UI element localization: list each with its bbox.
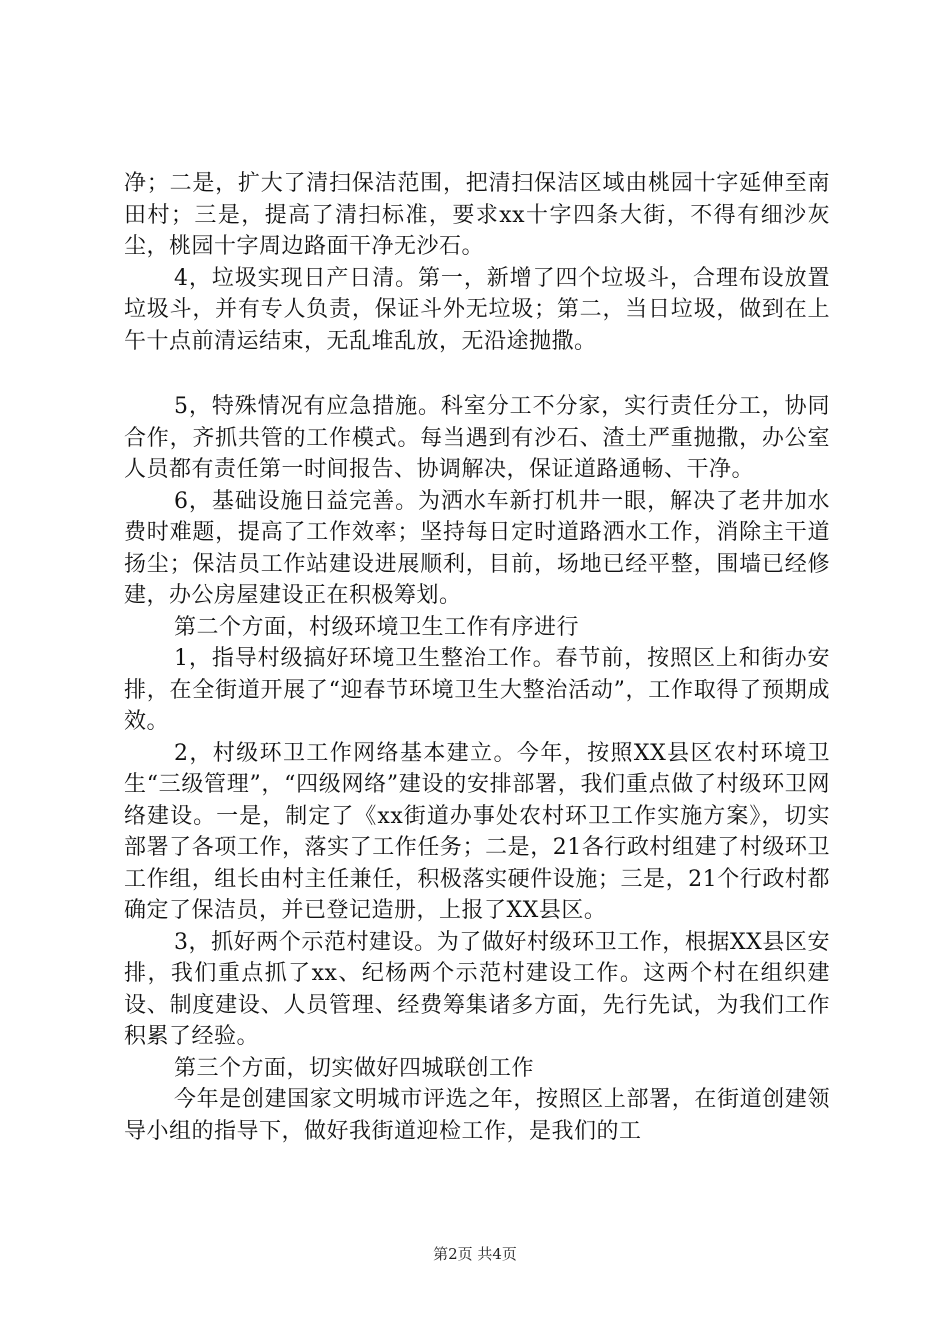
section-heading-3: 第三个方面，切实做好四城联创工作	[174, 1055, 535, 1081]
paragraph-section2-item-3: 3，抓好两个示范村建设。为了做好村级环卫工作，根据XX县区安排，我们重点抓了xx、纪杨两个示范村建设工作。这两个村在组织建设、制度建设、人员管理、经费筹集诸多方面，先行先试，为我们工作积累了经验。	[124, 929, 830, 1049]
paragraph-item-4: 4，垃圾实现日产日清。第一，新增了四个垃圾斗，合理布设放置垃圾斗，并有专人负责，保证斗外无垃圾；第二，当日垃圾，做到在上午十点前清运结束，无乱堆乱放，无沿途抛撒。	[124, 265, 830, 354]
page-footer: 第2页 共4页	[433, 1245, 517, 1263]
paragraph-section2-item-2: 2，村级环卫工作网络基本建立。今年，按照XX县区农村环境卫生“三级管理”，“四级网络”建设的安排部署，我们重点做了村级环卫网络建设。一是，制定了《xx街道办事处农村环卫工作实施方案》，切实部署了各项工作，落实了工作任务；二是，21各行政村组建了村级环卫工作组，组长由村主任兼任，积极落实硬件设施；三是，21个行政村都确定了保洁员，并已登记造册，上报了XX县区。	[124, 740, 830, 923]
paragraph-spacer	[124, 357, 830, 391]
paragraph-section3-intro: 今年是创建国家文明城市评选之年，按照区上部署，在街道创建领导小组的指导下，做好我街道迎检工作，是我们的工	[124, 1087, 830, 1144]
paragraph-continuation: 净；二是，扩大了清扫保洁范围，把清扫保洁区域由桃园十字延伸至南田村；三是，提高了清扫标准，要求xx十字四条大街，不得有细沙灰尘，桃园十字周边路面干净无沙石。	[124, 171, 830, 259]
document-body	[124, 168, 830, 1147]
paragraph-item-5: 5，特殊情况有应急措施。科室分工不分家，实行责任分工，协同合作，齐抓共管的工作模式。每当遇到有沙石、渣土严重抛撒，办公室人员都有责任第一时间报告、协调解决，保证道路通畅、干净。	[124, 394, 830, 482]
section-heading-2: 第二个方面，村级环境卫生工作有序进行	[174, 614, 580, 640]
paragraph-item-6: 6，基础设施日益完善。为洒水车新打机井一眼，解决了老井加水费时难题，提高了工作效率；坚持每日定时道路洒水工作，消除主干道扬尘；保洁员工作站建设进展顺利，目前，场地已经平整，围墙已经修建，办公房屋建设正在积极筹划。	[124, 488, 830, 608]
paragraph-section2-item-1: 1，指导村级搞好环境卫生整治工作。春节前，按照区上和街办安排，在全街道开展了“迎春节环境卫生大整治活动”，工作取得了预期成效。	[124, 646, 830, 734]
